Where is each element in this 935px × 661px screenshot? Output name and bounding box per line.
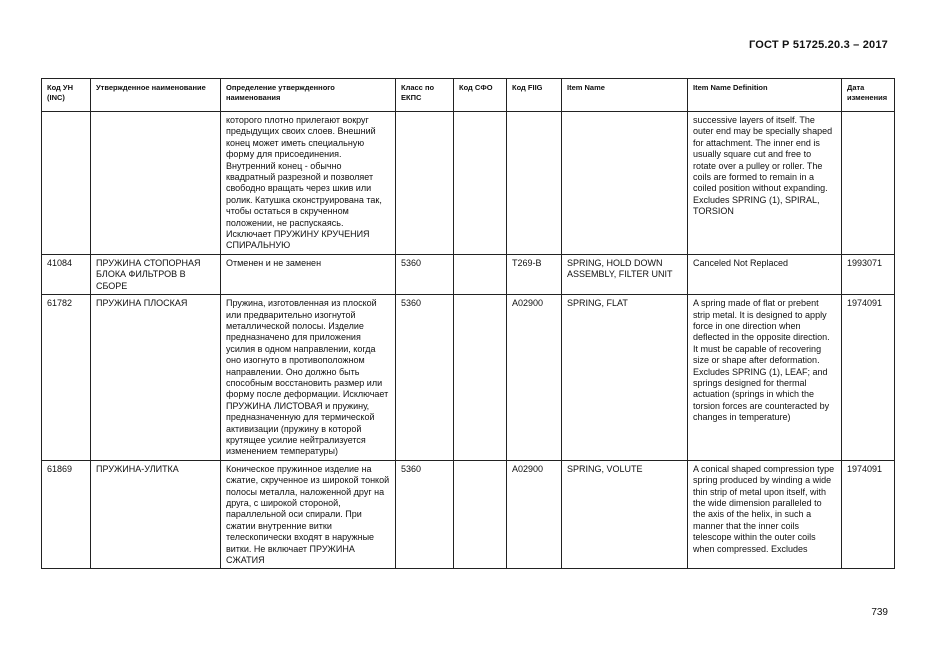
table-row <box>42 460 895 569</box>
cell-ekps-class: 5360 <box>396 254 454 294</box>
page-number: 739 <box>871 607 888 618</box>
cell-sfo-code <box>454 254 507 294</box>
table-header-row <box>42 79 895 112</box>
cell-ekps-class: 5360 <box>396 295 454 461</box>
cell-approved-name <box>91 112 221 255</box>
cell-ekps-class <box>396 112 454 255</box>
cell-sfo-code <box>454 460 507 569</box>
cell-item-name <box>562 112 688 255</box>
column-header-fiig-code: Код FIIG <box>507 79 562 112</box>
cell-fiig-code: T269-B <box>507 254 562 294</box>
cell-definition: которого плотно прилегают вокруг предыдущих своих слоев. Внешний конец может иметь специальную форму для присоединения. Внутренний конец - обычно квадратный разрезной и позволяет свободно вращать через шкив или ролик. Катушка сконструирована так, чтобы остаться в скрученном положении, не распускаясь. Исключает ПРУЖИНУ КРУЧЕНИЯ СПИРАЛЬНУЮ <box>221 112 396 255</box>
column-header-change-date: Дата изменения <box>842 79 895 112</box>
cell-item-name: SPRING, FLAT <box>562 295 688 461</box>
cell-definition: Отменен и не заменен <box>221 254 396 294</box>
cell-change-date: 1974091 <box>842 460 895 569</box>
column-header-approved-name: Утвержденное наименование <box>91 79 221 112</box>
column-header-item-name: Item Name <box>562 79 688 112</box>
column-header-definition: Определение утвержденного наименования <box>221 79 396 112</box>
cell-item-name: SPRING, HOLD DOWN ASSEMBLY, FILTER UNIT <box>562 254 688 294</box>
cell-inc <box>42 112 91 255</box>
table-row <box>42 295 895 461</box>
column-header-ekps-class: Класс по ЕКПС <box>396 79 454 112</box>
cell-inc: 61782 <box>42 295 91 461</box>
column-header-inc: Код УН (INC) <box>42 79 91 112</box>
cell-definition: Пружина, изготовленная из плоской или предварительно изогнутой металлической полосы. Изделие предназначено для приложения усилия в одном направлении, когда оно изогнуто в противоположном направлении. Оно должно быть способным восстановить размер или форму после деформации. Исключает ПРУЖИНА ЛИСТОВАЯ и пружину, предназначенную для термической активизации (пружину в которой крутящее усилие нейтрализуется изменением температуры) <box>221 295 396 461</box>
cell-item-name-definition: A spring made of flat or prebent strip metal. It is designed to apply force in one direction when deflected in the opposite direction. It must be capable of recovering size or shape after deformation. Excludes SPRING (1), LEAF; and springs designed for thermal actuation (springs in which the torsion forces are counteracted by changes in temperature) <box>688 295 842 461</box>
column-header-sfo-code: Код СФО <box>454 79 507 112</box>
table-row <box>42 112 895 255</box>
cell-fiig-code: A02900 <box>507 460 562 569</box>
cell-sfo-code <box>454 112 507 255</box>
column-header-item-name-definition: Item Name Definition <box>688 79 842 112</box>
table-row <box>42 254 895 294</box>
cell-approved-name: ПРУЖИНА ПЛОСКАЯ <box>91 295 221 461</box>
document-code: ГОСТ Р 51725.20.3 – 2017 <box>748 39 888 51</box>
cell-item-name-definition: successive layers of itself. The outer end may be specially shaped for attachment. The inner end is usually square cut and free to rotate over a pulley or roller. The coils are formed to remain in a coiled position without expanding. Excludes SPRING (1), SPIRAL, TORSION <box>688 112 842 255</box>
cell-fiig-code <box>507 112 562 255</box>
cell-sfo-code <box>454 295 507 461</box>
cell-fiig-code: A02900 <box>507 295 562 461</box>
spec-table <box>41 78 895 569</box>
cell-item-name: SPRING, VOLUTE <box>562 460 688 569</box>
cell-change-date: 1974091 <box>842 295 895 461</box>
cell-item-name-definition: A conical shaped compression type spring produced by winding a wide thin strip of metal upon itself, with the wide dimension paralleled to the axis of the helix, in such a manner that the inner coils telescope within the outer coils when compressed. Excludes <box>688 460 842 569</box>
cell-item-name-definition: Canceled Not Replaced <box>688 254 842 294</box>
cell-definition: Коническое пружинное изделие на сжатие, скрученное из широкой тонкой полосы металла, наложенной друг на друга, с широкой стороной, параллельной оси спирали. При сжатии внутренние витки телескопически входят в наружные витки. Не включает ПРУЖИНА СЖАТИЯ <box>221 460 396 569</box>
cell-approved-name: ПРУЖИНА-УЛИТКА <box>91 460 221 569</box>
cell-inc: 41084 <box>42 254 91 294</box>
cell-ekps-class: 5360 <box>396 460 454 569</box>
cell-inc: 61869 <box>42 460 91 569</box>
cell-approved-name: ПРУЖИНА СТОПОРНАЯ БЛОКА ФИЛЬТРОВ В СБОРЕ <box>91 254 221 294</box>
cell-change-date: 1993071 <box>842 254 895 294</box>
cell-change-date <box>842 112 895 255</box>
